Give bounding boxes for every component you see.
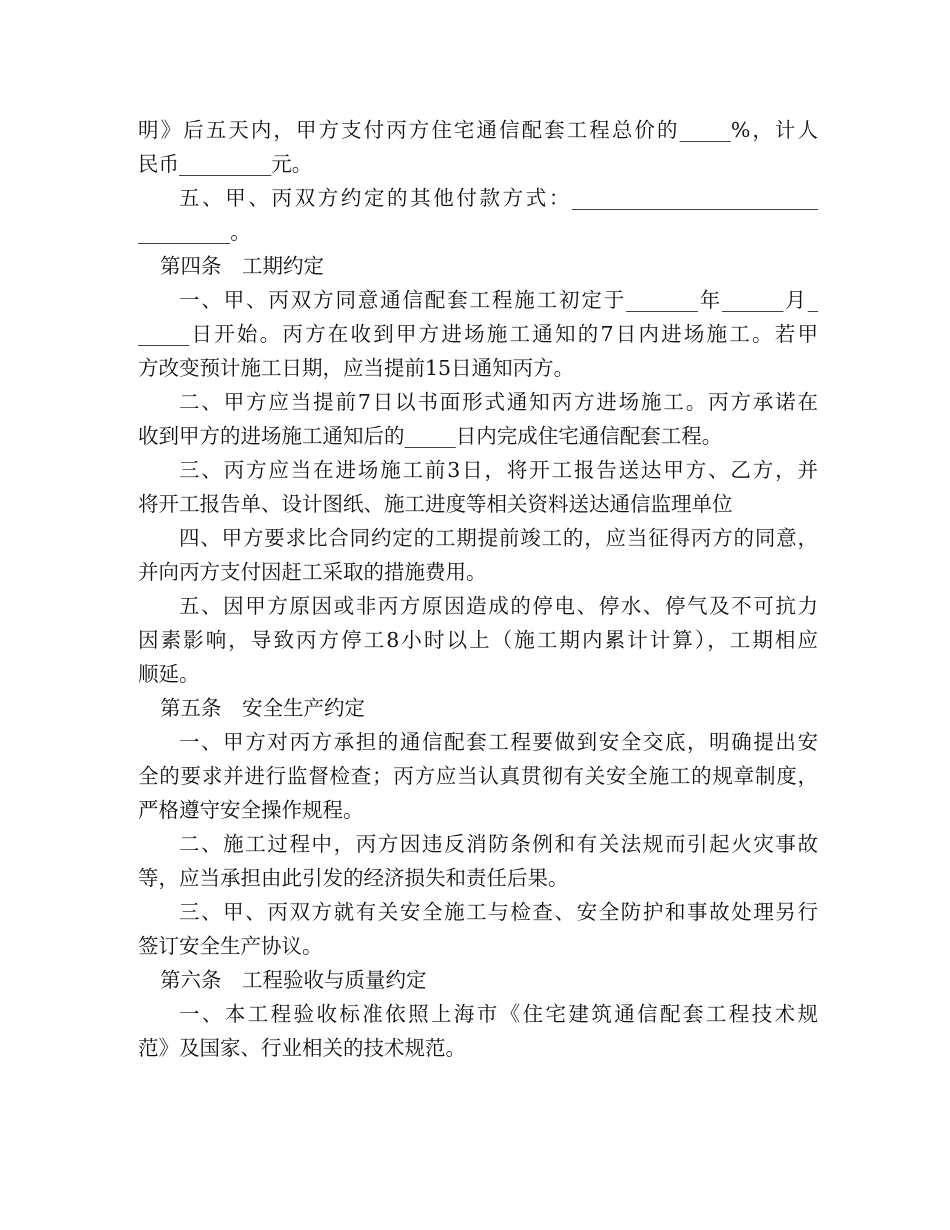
text-line: 五、甲、丙双方约定的其他付款方式：________________________ [179,186,818,210]
text-line: 因素影响，导致丙方停工8小时以上（施工期内累计计算），工期相应 [138,628,818,652]
text-line: 等，应当承担由此引发的经济损失和责任后果。 [138,866,569,890]
text-line: 签订安全生产协议。 [138,934,323,958]
text-line: 二、施工过程中，丙方因违反消防条例和有关法规而引起火灾事故 [179,832,818,856]
text-line: 三、甲、丙双方就有关安全施工与检查、安全防护和事故处理另行 [179,900,818,924]
text-line: 一、甲方对丙方承担的通信配套工程要做到安全交底，明确提出安 [179,730,818,754]
text-line: 一、本工程验收标准依照上海市《住宅建筑通信配套工程技术规 [179,1002,818,1026]
text-line: 五、因甲方原因或非丙方原因造成的停电、停水、停气及不可抗力 [179,594,818,618]
text-line: _____日开始。丙方在收到甲方进场施工通知的7日内进场施工。若甲 [138,322,818,346]
text-line: 方改变预计施工日期，应当提前15日通知丙方。 [138,356,575,380]
text-line: 范》及国家、行业相关的技术规范。 [138,1036,466,1060]
text-line: 并向丙方支付因赶工采取的措施费用。 [138,560,487,584]
section-heading: 第四条 工期约定 [160,254,324,278]
text-line: 明》后五天内，甲方支付丙方住宅通信配套工程总价的_____%，计人 [138,118,818,142]
text-line: 严格遵守安全操作规程。 [138,798,364,822]
text-line: 将开工报告单、设计图纸、施工进度等相关资料送达通信监理单位 [138,492,733,516]
text-line: 四、甲方要求比合同约定的工期提前竣工的，应当征得丙方的同意， [179,526,818,550]
text-line: 三、丙方应当在进场施工前3日，将开工报告送达甲方、乙方，并 [179,458,818,482]
text-line: 全的要求并进行监督检查；丙方应当认真贯彻有关安全施工的规章制度， [138,764,818,788]
document-page [138,113,818,1065]
text-line: 一、甲、丙双方同意通信配套工程施工初定于_______年______月_ [179,288,818,312]
text-line: _________。 [138,220,251,244]
section-heading: 第六条 工程验收与质量约定 [160,968,427,992]
text-line: 民币_________元。 [138,152,313,176]
text-line: 顺延。 [138,662,200,686]
section-heading: 第五条 安全生产约定 [160,696,365,720]
text-line: 二、甲方应当提前7日以书面形式通知丙方进场施工。丙方承诺在 [179,390,818,414]
text-line: 收到甲方的进场施工通知后的_____日内完成住宅通信配套工程。 [138,424,723,448]
